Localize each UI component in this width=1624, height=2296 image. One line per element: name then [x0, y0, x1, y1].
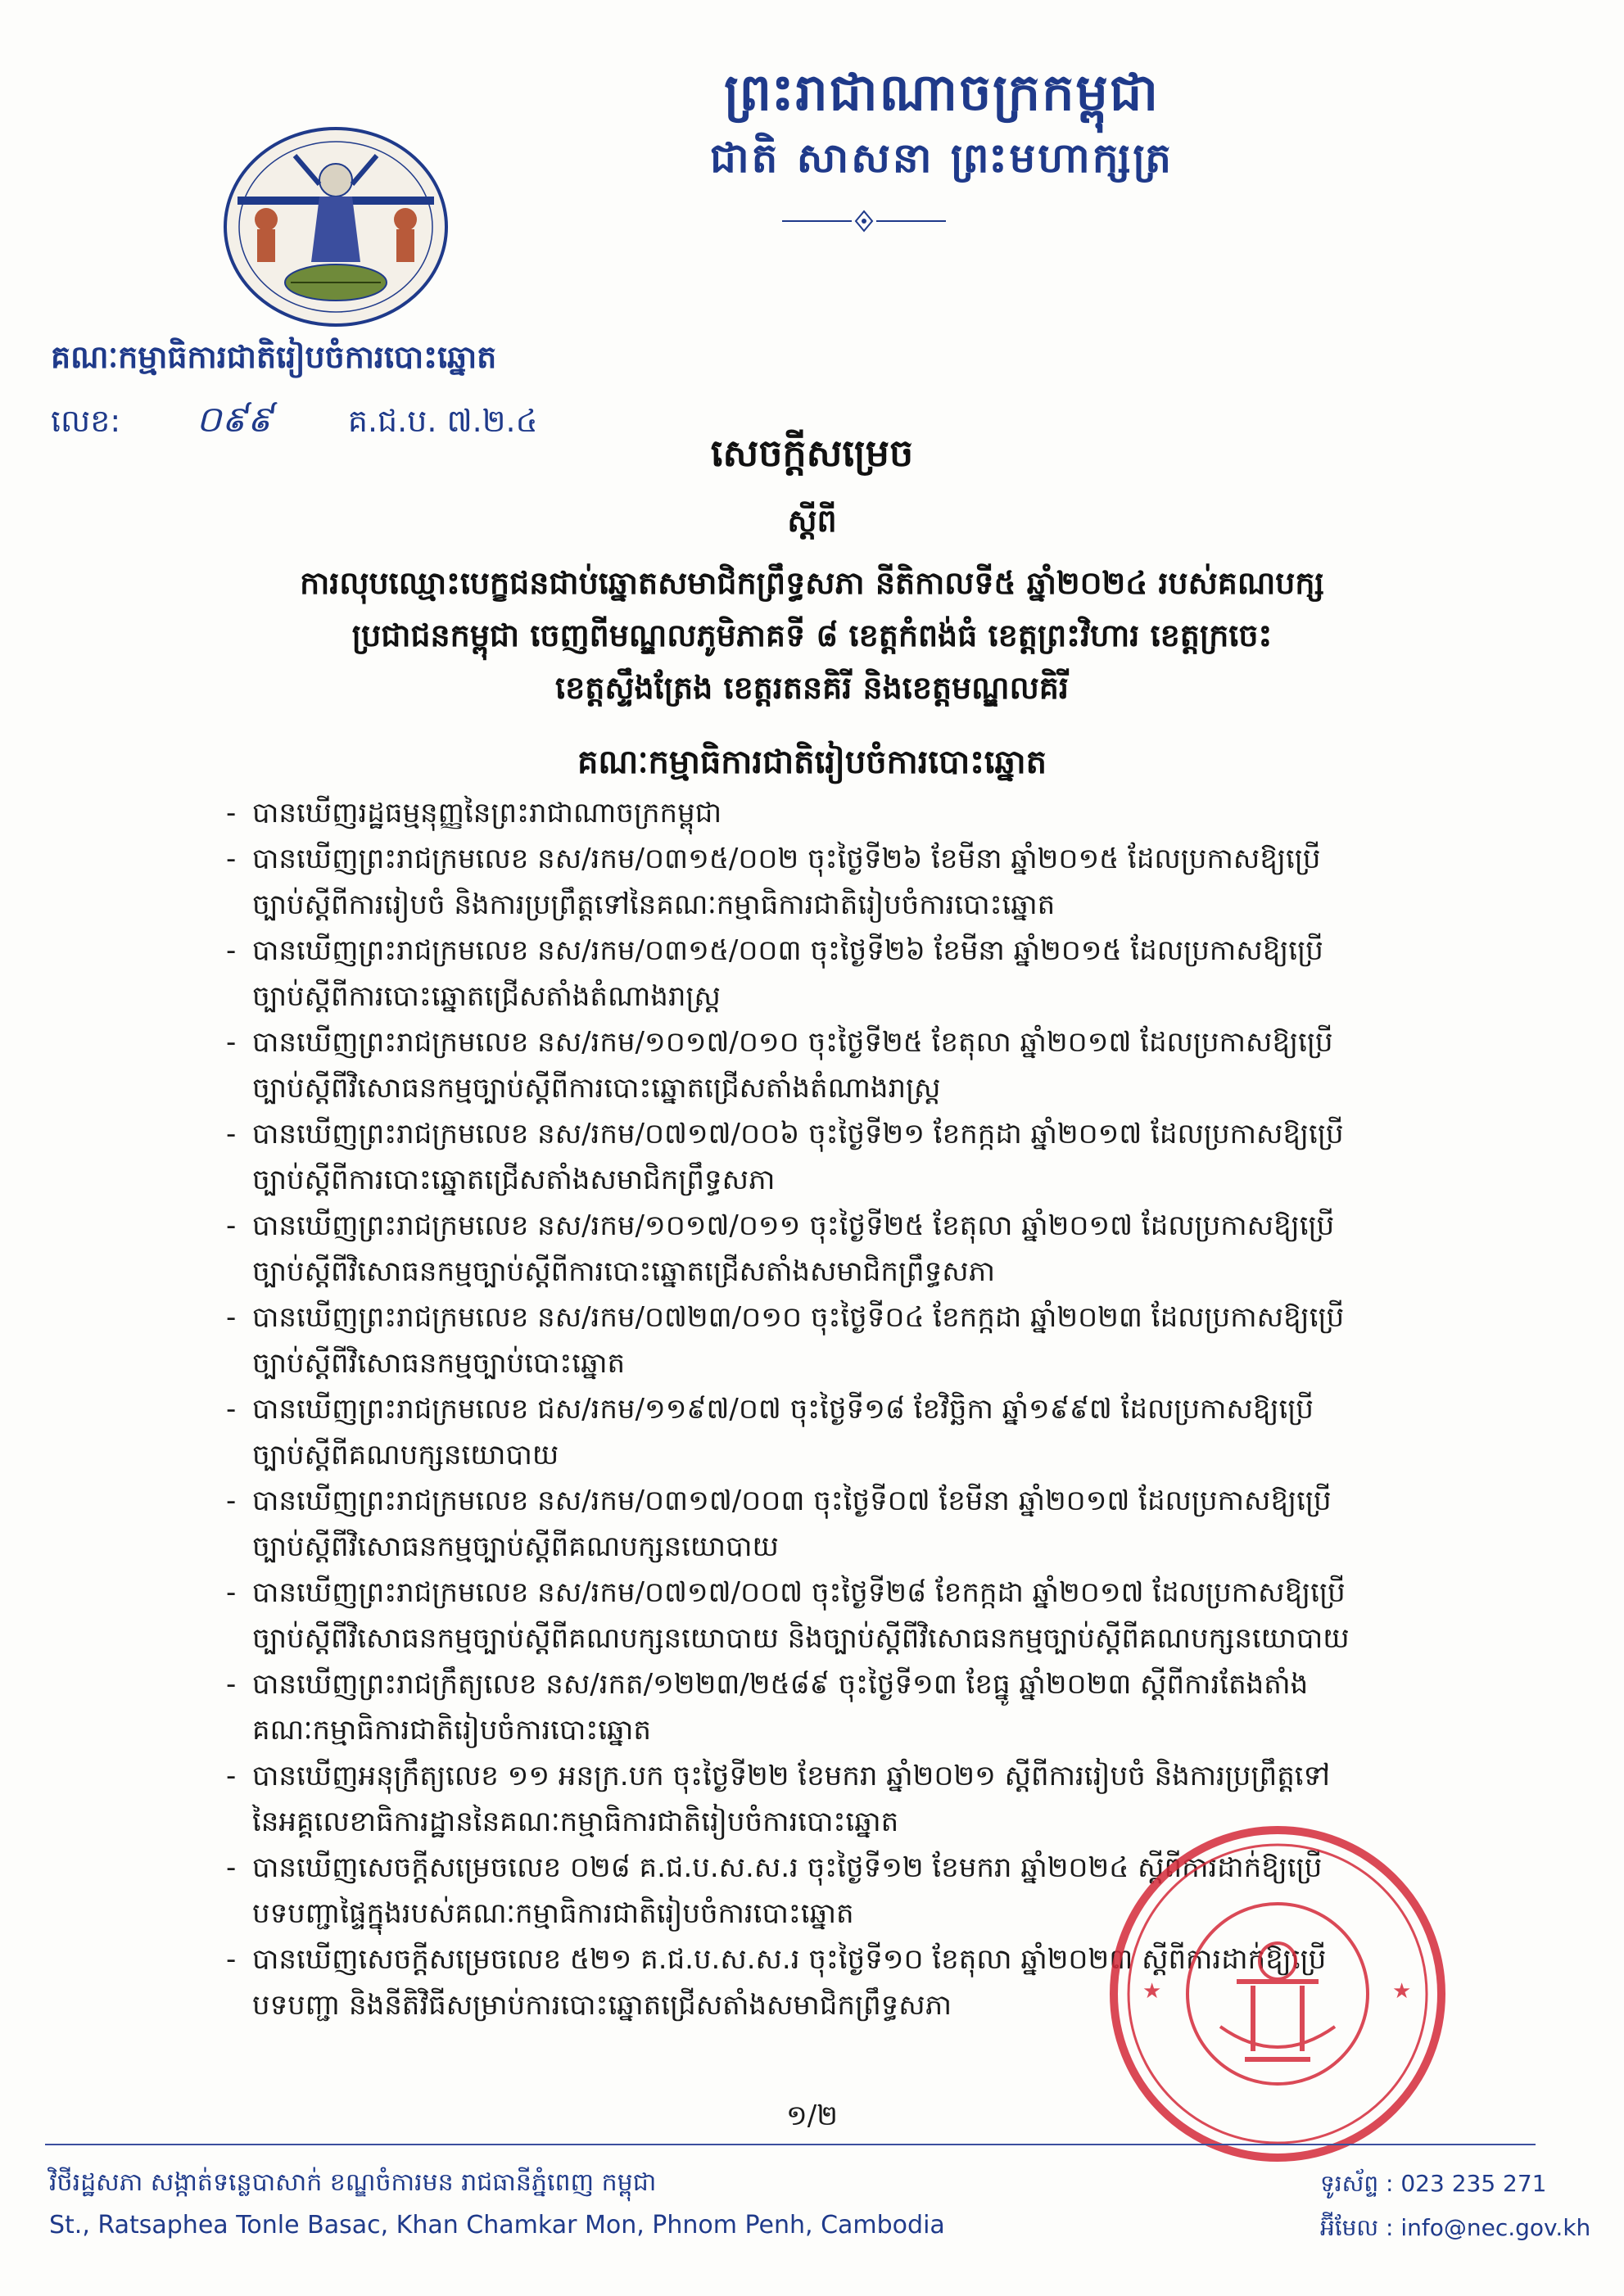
page-number: ១/២ [786, 2099, 838, 2132]
svg-text:★: ★ [1392, 1979, 1412, 2004]
reference-label: លេខ: [51, 403, 121, 439]
address-english: St., Ratsaphea Tonle Basac, Khan Chamkar Mon, Phnom Penh, Cambodia [49, 2211, 945, 2240]
phone-label: ទូរស័ព្ទ : [1320, 2170, 1394, 2197]
list-item: - បានឃើញព្រះរាជក្រមលេខ នស/រកម/០៧២៣/០១០ ចុះថ្ងៃទី០៤ ខែកក្កដា ឆ្នាំ២០២៣ ដែលប្រកាសឱ្យប្រើ ច្បាប់ស្តីពីវិសោធនកម្មច្បាប់បោះឆ្នោត [231, 1295, 1484, 1386]
list-item: - បានឃើញព្រះរាជក្រមលេខ នស/រកម/០៧១៧/០០៦ ចុះថ្ងៃទី២១ ខែកក្កដា ឆ្នាំ២០១៧ ដែលប្រកាសឱ្យប្រើ ច្បាប់ស្តីពីការបោះឆ្នោតជ្រើសតាំងសមាជិកព្រឹទ្ធសភា [231, 1111, 1484, 1203]
decision-authority: គណៈកម្មាធិការជាតិរៀបចំការបោះឆ្នោត [577, 743, 1047, 781]
list-item: - បានឃើញព្រះរាជក្រមលេខ នស/រកម/០៧១៧/០០៧ ចុះថ្ងៃទី២៨ ខែកក្កដា ឆ្នាំ២០១៧ ដែលប្រកាសឱ្យប្រើ ច្បាប់ស្តីពីវិសោធនកម្មច្បាប់ស្តីពីគណបក្សនយោបាយ និងច្បាប់ស្តីពីវិសោធនកម្មច្បាប់ស្តីពីគណបក្សនយោបាយ [231, 1570, 1484, 1661]
subject-line: ខេត្តស្ទឹងត្រែង ខេត្តរតនគិរី និងខេត្តមណ្ឌលគិរី [555, 670, 1069, 706]
letterhead [622, 57, 1261, 188]
footer-divider [45, 2144, 1536, 2145]
ornament-divider [782, 209, 946, 233]
list-item: - បានឃើញរដ្ឋធម្មនុញ្ញនៃព្រះរាជាណាចក្រកម្ពុជា [231, 790, 1484, 836]
decision-about: ស្តីពី [787, 503, 837, 539]
issuer-name: គណៈកម្មាធិការជាតិរៀបចំការបោះឆ្នោត [51, 339, 497, 375]
reference-code: គ.ជ.ប. ៧.២.៤ [347, 403, 538, 439]
footer-contacts [1320, 2162, 1590, 2250]
list-item: - បានឃើញព្រះរាជក្រមលេខ នស/រកម/០៣១៥/០០២ ចុះថ្ងៃទី២៦ ខែមីនា ឆ្នាំ២០១៥ ដែលប្រកាសឱ្យប្រើ ច្បាប់ស្តីពីការរៀបចំ និងការប្រព្រឹត្តទៅនៃគណៈកម្មាធិការជាតិរៀបចំការបោះឆ្នោត [231, 836, 1484, 928]
list-item: - បានឃើញព្រះរាជក្រមលេខ នស/រកម/០៣១៥/០០៣ ចុះថ្ងៃទី២៦ ខែមីនា ឆ្នាំ២០១៥ ដែលប្រកាសឱ្យប្រើ ច្បាប់ស្តីពីការបោះឆ្នោតជ្រើសតាំងតំណាងរាស្ត្រ [231, 928, 1484, 1019]
nec-emblem-logo [205, 123, 467, 332]
decision-title: សេចក្តីសម្រេច [710, 431, 914, 475]
subject-line: ប្រជាជនកម្ពុជា ចេញពីមណ្ឌលភូមិភាគទី ៨ ខេត្តកំពង់ធំ ខេត្តព្រះវិហារ ខេត្តក្រចេះ [351, 617, 1273, 653]
list-item: - បានឃើញសេចក្តីសម្រេចលេខ ០២៨ គ.ជ.ប.ស.ស.រ ចុះថ្ងៃទី១២ ខែមករា ឆ្នាំ២០២៤ ស្តីពីការដាក់ឱ្យប្រើ បទបញ្ជាផ្ទៃក្នុងរបស់គណៈកម្មាធិការជាតិរៀបចំការបោះឆ្នោត [231, 1845, 1484, 1937]
list-item: - បានឃើញព្រះរាជក្រមលេខ នស/រកម/០៣១៧/០០៣ ចុះថ្ងៃទី០៧ ខែមីនា ឆ្នាំ២០១៧ ដែលប្រកាសឱ្យប្រើ ច្បាប់ស្តីពីវិសោធនកម្មច្បាប់ស្តីពីគណបក្សនយោបាយ [231, 1478, 1484, 1570]
email-address: info@nec.gov.kh [1400, 2214, 1591, 2241]
email-label: អ៊ីមែល : [1320, 2214, 1394, 2241]
reference-number: ០៩៩ [196, 399, 273, 441]
list-item: - បានឃើញព្រះរាជក្រមលេខ នស/រកម/១០១៧/០១០ ចុះថ្ងៃទី២៥ ខែតុលា ឆ្នាំ២០១៧ ដែលប្រកាសឱ្យប្រើ ច្បាប់ស្តីពីវិសោធនកម្មច្បាប់ស្តីពីការបោះឆ្នោតជ្រើសតាំងតំណាងរាស្ត្រ [231, 1019, 1484, 1111]
svg-text:★: ★ [1142, 1979, 1162, 2004]
list-item: - បានឃើញសេចក្តីសម្រេចលេខ ៥២១ គ.ជ.ប.ស.ស.រ ចុះថ្ងៃទី១០ ខែតុលា ឆ្នាំ២០២៣ ស្តីពីការដាក់ឱ្យប្រើ បទបញ្ជា និងនីតិវិធីសម្រាប់ការបោះឆ្នោតជ្រើសតាំងសមាជិកព្រឹទ្ធសភា [231, 1937, 1484, 2028]
decision-subject [0, 557, 1624, 714]
address-khmer: វិថីរដ្ឋសភា សង្កាត់ទន្លេបាសាក់ ខណ្ឌចំការមន រាជធានីភ្នំពេញ កម្ពុជា [49, 2168, 657, 2197]
footer-address [49, 2162, 945, 2247]
national-motto: ជាតិ សាសនា ព្រះមហាក្សត្រ [710, 133, 1174, 182]
kingdom-title: ព្រះរាជាណាចក្រកម្ពុជា [724, 62, 1160, 122]
list-item: - បានឃើញព្រះរាជក្រមលេខ នស/រកម/១០១៧/០១១ ចុះថ្ងៃទី២៥ ខែតុលា ឆ្នាំ២០១៧ ដែលប្រកាសឱ្យប្រើ ច្បាប់ស្តីពីវិសោធនកម្មច្បាប់ស្តីពីការបោះឆ្នោតជ្រើសតាំងសមាជិកព្រឹទ្ធសភា [231, 1203, 1484, 1295]
email-line [1320, 2206, 1590, 2250]
phone-number: 023 235 271 [1400, 2170, 1547, 2197]
list-item: - បានឃើញអនុក្រឹត្យលេខ ១១ អនក្រ.បក ចុះថ្ងៃទី២២ ខែមករា ឆ្នាំ២០២១ ស្តីពីការរៀបចំ និងការប្រព្រឹត្តទៅ នៃអគ្គលេខាធិការដ្ឋាននៃគណៈកម្មាធិការជាតិរៀបចំការបោះឆ្នោត [231, 1753, 1484, 1845]
list-item: - បានឃើញព្រះរាជក្រឹត្យលេខ នស/រកត/១២២៣/២៥៨៩ ចុះថ្ងៃទី១៣ ខែធ្នូ ឆ្នាំ២០២៣ ស្តីពីការតែងតាំង គណៈកម្មាធិការជាតិរៀបចំការបោះឆ្នោត [231, 1661, 1484, 1753]
subject-line: ការលុបឈ្មោះបេក្ខជនជាប់ឆ្នោតសមាជិកព្រឹទ្ធសភា នីតិកាលទី៥ ឆ្នាំ២០២៤ របស់គណបក្ស [300, 565, 1324, 601]
list-item: - បានឃើញព្រះរាជក្រមលេខ ជស/រកម/១១៩៧/០៧ ចុះថ្ងៃទី១៨ ខែវិច្ឆិកា ឆ្នាំ១៩៩៧ ដែលប្រកាសឱ្យប្រើ ច្បាប់ស្តីពីគណបក្សនយោបាយ [231, 1386, 1484, 1478]
phone-line [1320, 2162, 1590, 2206]
